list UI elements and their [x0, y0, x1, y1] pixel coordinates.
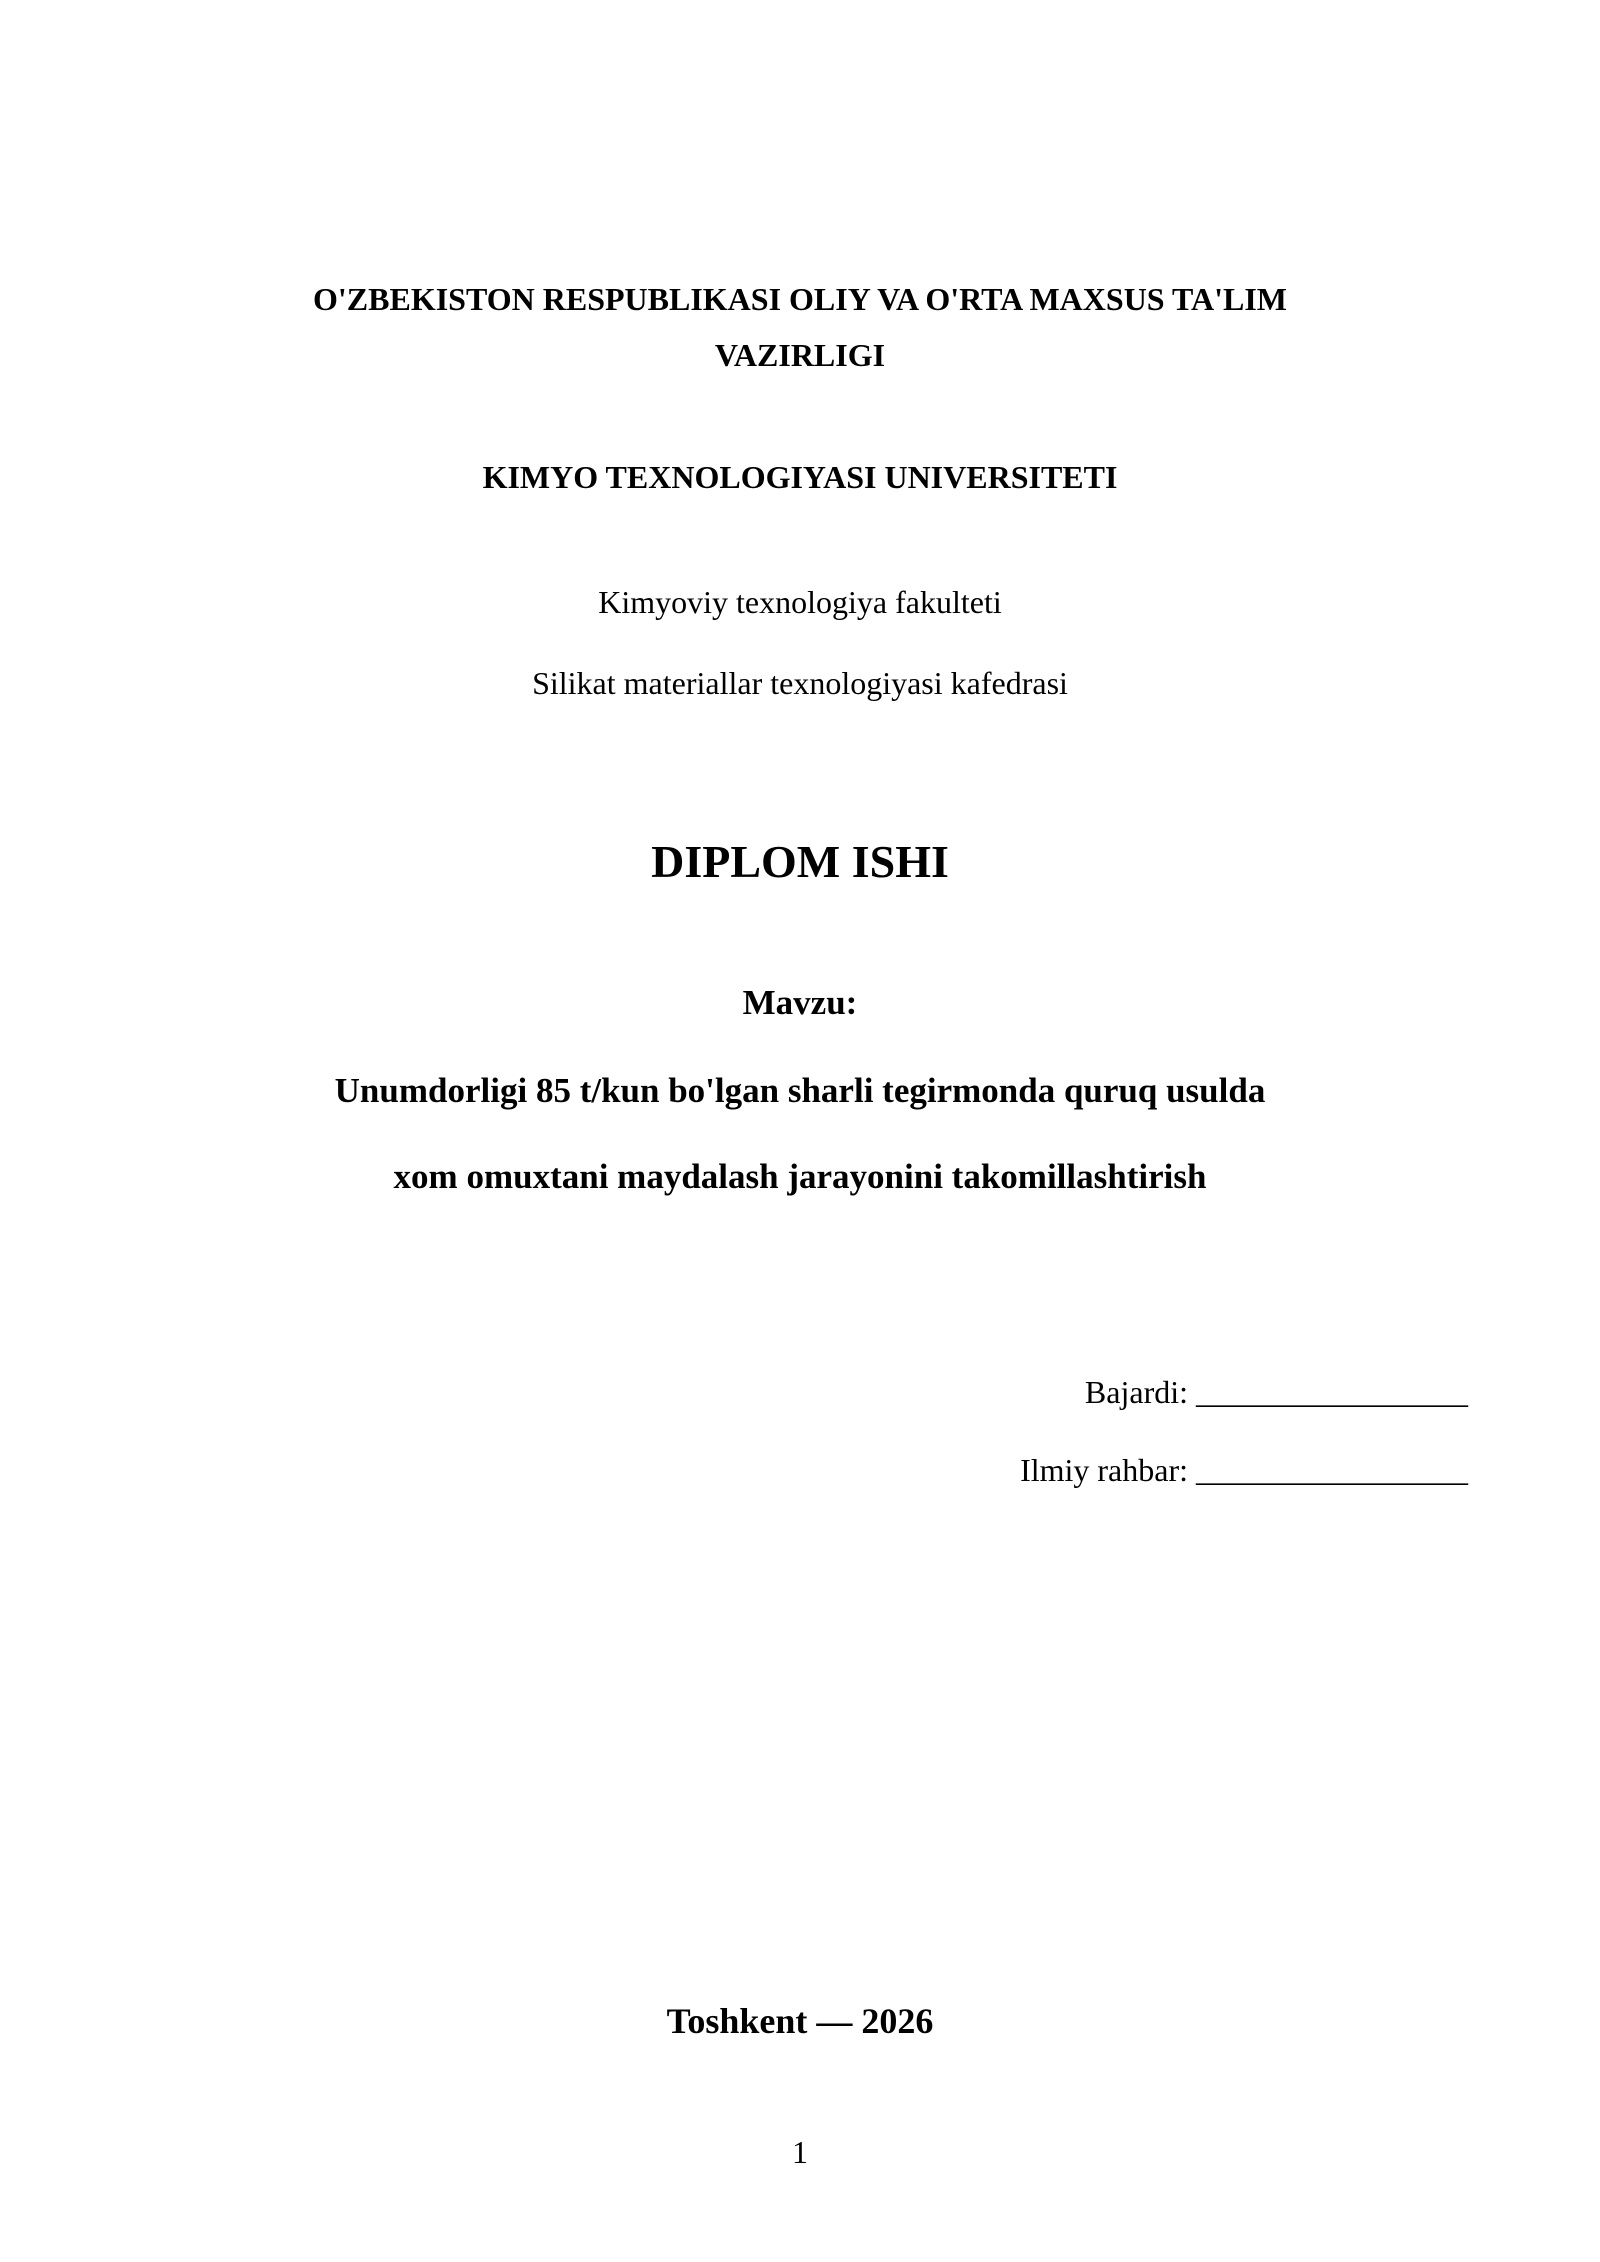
- page-number: 1: [792, 2134, 808, 2170]
- city-year: Toshkent — 2026: [666, 2001, 934, 2041]
- topic-line-2: xom omuxtani maydalash jarayonini takomillashtirish: [393, 1157, 1207, 1196]
- supervisor-signature-line: Ilmiy rahbar: _________________: [1020, 1452, 1468, 1488]
- university-name: KIMYO TEXNOLOGIYASI UNIVERSITETI: [482, 459, 1118, 495]
- ministry-name-line1: O'ZBEKISTON RESPUBLIKASI OLIY VA O'RTA MAXSUS TA'LIM: [313, 281, 1287, 317]
- performer-signature-line: Bajardi: _________________: [1084, 1374, 1468, 1410]
- topic-line-1: Unumdorligi 85 t/kun bo'lgan sharli tegirmonda quruq usulda: [334, 1071, 1266, 1110]
- topic-label: Mavzu:: [742, 983, 858, 1022]
- faculty-name: Kimyoviy texnologiya fakulteti: [598, 584, 1002, 620]
- document-title: DIPLOM ISHI: [651, 836, 949, 887]
- department-name: Silikat materiallar texnologiyasi kafedrasi: [532, 665, 1068, 701]
- ministry-name-line2: VAZIRLIGI: [714, 337, 886, 373]
